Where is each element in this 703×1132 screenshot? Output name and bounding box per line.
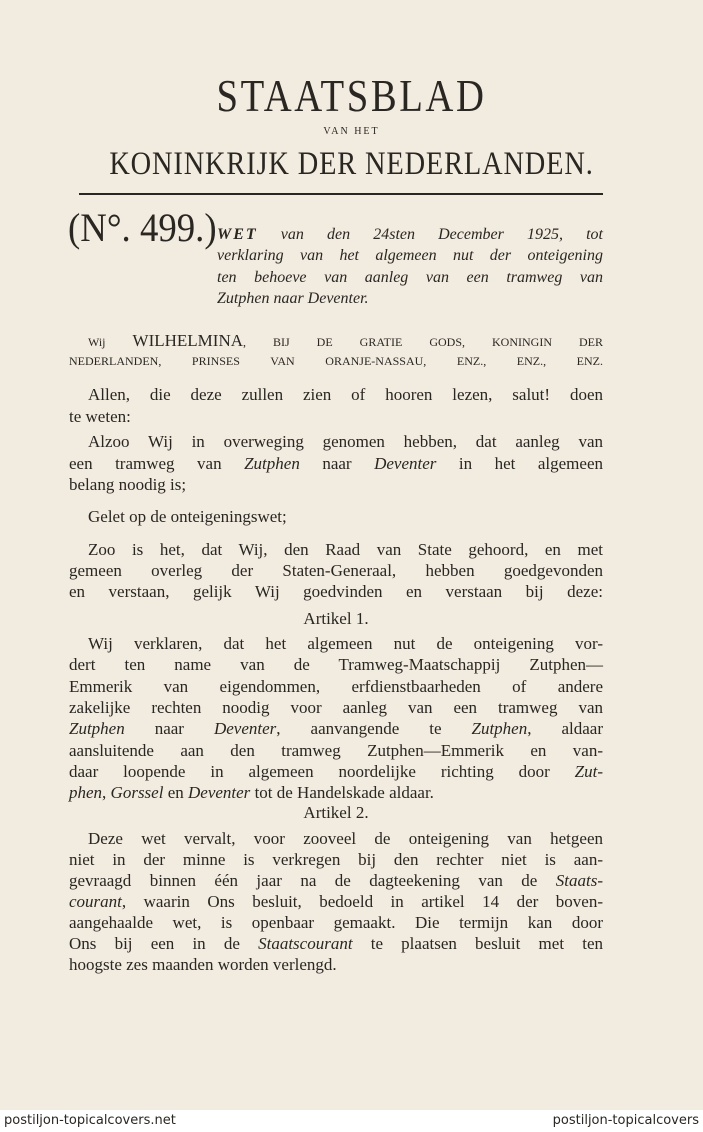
artikel-2-line-4: [69, 892, 603, 912]
artikel-2-line-1: Deze wet vervalt, voor zooveel de onteigening van hetgeen: [88, 829, 603, 848]
header-rule: [79, 193, 603, 195]
artikel-2-line-2: niet in der minne is verkregen bij den rechter niet is aan-: [69, 850, 603, 869]
wet-word: WET: [217, 226, 258, 243]
artikel-1-text: en: [163, 783, 188, 802]
artikel-2-line-6: [69, 934, 603, 954]
artikel-1-line-5: [69, 719, 603, 739]
city-deventer: Deventer: [374, 454, 437, 473]
title-kingdom: KONINKRIJK DER NEDERLANDEN.: [109, 146, 594, 182]
act-heading-line-2: verklaring van het algemeen nut der onteigening: [217, 247, 603, 264]
alzoo-text-a: een tramweg van: [69, 454, 245, 473]
staatscourant-ref: Staats-: [555, 871, 603, 890]
city-deventer: Deventer: [213, 719, 277, 738]
zoo-line-3: en verstaan, gelijk Wij goedvinden en verstaan bij deze:: [69, 582, 603, 601]
preamble-line-1: [69, 331, 603, 351]
act-heading-line-1: [217, 226, 603, 244]
city-gorssel: Gorssel: [110, 783, 164, 802]
preamble-line-2: NEDERLANDEN, PRINSES VAN ORANJE-NASSAU, ENZ., ENZ., ENZ.: [69, 354, 603, 368]
city-zutphen: Zutphen: [69, 719, 125, 738]
artikel-2-line-7: hoogste zes maanden worden verlengd.: [69, 955, 337, 974]
alzoo-line-2: [69, 454, 603, 474]
page-title: STAATSBLAD: [216, 71, 487, 121]
artikel-2-text: te plaatsen besluit met ten: [352, 934, 603, 953]
artikel-1-text: daar loopende in algemeen noordelijke richting door: [69, 762, 575, 781]
act-heading-line-4: Zutphen naar Deventer.: [217, 290, 369, 307]
footer-right-text: postiljon-topicalcovers: [552, 1113, 699, 1128]
artikel-1-text: , aanvangende te: [276, 719, 472, 738]
artikel-2-line-5: aangehaalde wet, is openbaar gemaakt. Die termijn kan door: [69, 913, 603, 932]
preamble-wilhelmina: WILHELMINA: [132, 331, 243, 350]
artikel-1-text: ,: [102, 783, 111, 802]
act-number: (N°. 499.): [68, 205, 217, 250]
artikel-2-line-3: [69, 871, 603, 891]
artikel-1-line-4: zakelijke rechten noodig voor aanleg van een tramweg van: [69, 698, 603, 717]
alzoo-text-c: in het algemeen: [436, 454, 603, 473]
city-zutphen: phen: [69, 783, 103, 802]
staatscourant-ref: Staatscourant: [258, 934, 353, 953]
artikel-1-line-8: [69, 783, 603, 803]
artikel-2-text: gevraagd binnen één jaar na de dagteekening van de: [69, 871, 556, 890]
zoo-line-1: Zoo is het, dat Wij, den Raad van State gehoord, en met: [88, 540, 603, 559]
footer-left-text: postiljon-topicalcovers.net: [4, 1113, 176, 1128]
artikel-1-line-2: dert ten name van de Tramweg-Maatschappij Zutphen—: [69, 655, 603, 674]
artikel-1-text: tot de Handelskade aldaar.: [250, 783, 434, 802]
artikel-1-line-1: Wij verklaren, dat het algemeen nut de onteigening vor-: [88, 634, 603, 653]
gelet-line: Gelet op de onteigeningswet;: [88, 507, 287, 526]
preamble-rest: , BIJ DE GRATIE GODS, KONINGIN DER: [243, 335, 604, 349]
artikel-2-heading: Artikel 2.: [303, 803, 369, 822]
artikel-1-line-3: Emmerik van eigendommen, erfdienstbaarheden of andere: [69, 677, 603, 696]
artikel-1-line-7: [69, 762, 603, 782]
alzoo-line-3: belang noodig is;: [69, 475, 187, 494]
artikel-1-heading: Artikel 1.: [303, 609, 369, 628]
title-van-het: VAN HET: [323, 126, 380, 137]
alzoo-line-1: Alzoo Wij in overweging genomen hebben, dat aanleg van: [88, 432, 603, 451]
city-zutphen: Zutphen: [471, 719, 528, 738]
artikel-2-text: , waarin Ons besluit, bedoeld in artikel 14 der boven-: [121, 892, 603, 911]
artikel-1-text: naar: [124, 719, 214, 738]
zoo-line-2: gemeen overleg der Staten-Generaal, hebben goedgevonden: [69, 561, 603, 580]
staatscourant-ref: courant: [69, 892, 122, 911]
city-deventer: Deventer: [188, 783, 251, 802]
preamble-wij: Wij: [88, 335, 133, 349]
artikel-2-text: Ons bij een in de: [69, 934, 259, 953]
artikel-1-line-6: aansluitende aan den tramweg Zutphen—Emmerik en van-: [69, 741, 603, 760]
city-zutphen: Zut-: [574, 762, 603, 781]
city-zutphen: Zutphen: [244, 454, 300, 473]
watermark-footer: [0, 1110, 703, 1132]
artikel-1-text: , aldaar: [527, 719, 603, 738]
act-heading-line-3: ten behoeve van aanleg van een tramweg van: [217, 269, 603, 286]
alzoo-text-b: naar: [299, 454, 375, 473]
allen-line-2: te weten:: [69, 407, 131, 426]
allen-line-1: Allen, die deze zullen zien of hooren lezen, salut! doen: [88, 385, 603, 404]
act-heading-text: van den 24sten December 1925, tot: [257, 226, 603, 243]
